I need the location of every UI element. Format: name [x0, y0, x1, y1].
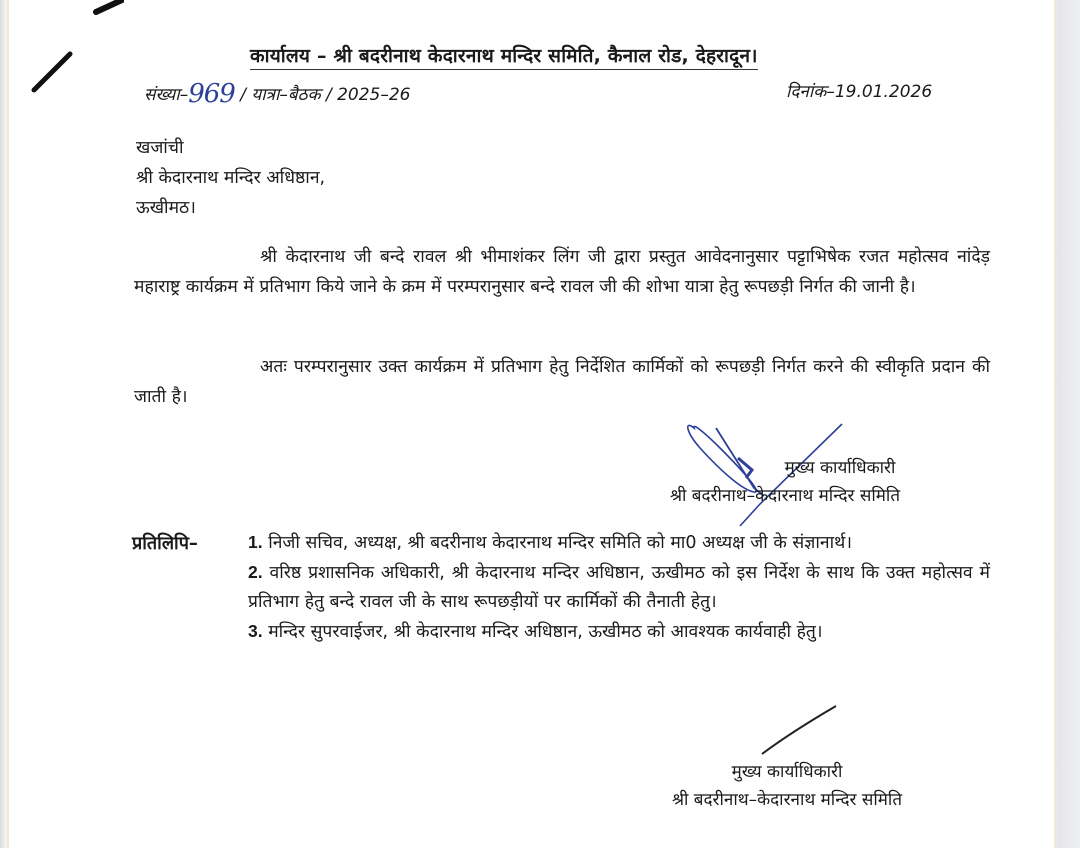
addressee-line-3: ऊखीमठ।: [136, 198, 196, 218]
copy-to-item: [248, 528, 990, 558]
copy-to-item: [248, 558, 990, 617]
addressee-line-2: श्री केदारनाथ मन्दिर अधिष्ठान,: [136, 168, 326, 188]
office-heading: कार्यालय – श्री बदरीनाथ केदारनाथ मन्दिर समिति, कैनाल रोड, देहरादून।: [250, 44, 758, 70]
body-paragraph-2: [134, 352, 990, 412]
copy-item-number: 3.: [248, 621, 263, 641]
addressee-line-1: खजांची: [136, 138, 184, 158]
body-paragraph-2-text: अतः परम्परानुसार उक्त कार्यक्रम में प्रतिभाग हेतु निर्देशित कार्मिकों को रूपछड़ी निर्गत करने की स्वीकृति प्रदान की जाती है।: [134, 357, 990, 407]
handwritten-number: 969: [188, 79, 235, 109]
reference-suffix: / यात्रा–बैठक / 2025–26: [234, 85, 411, 105]
body-paragraph-1: [134, 242, 990, 302]
copy-to-item: [248, 617, 990, 647]
photo-left-edge: [0, 0, 7, 848]
copy-item-text: वरिष्ठ प्रशासनिक अधिकारी, श्री केदारनाथ मन्दिर अधिष्ठान, ऊखीमठ को इस निर्देश के साथ कि उक्त महोत्सव में प्रतिभाग हेतु बन्दे रावल जी के साथ रूपछड़ीयों पर कार्मिकों की तैनाती हेतु।: [248, 563, 990, 612]
copy-item-text: मन्दिर सुपरवाईजर, श्री केदारनाथ मन्दिर अधिष्ठान, ऊखीमठ को आवश्यक कार्यवाही हेतु।: [268, 622, 823, 642]
photo-right-edge: [1054, 0, 1080, 848]
reference-prefix: संख्या–: [144, 85, 189, 105]
signature-stroke: [756, 700, 846, 760]
signatory-1-organization: श्री बदरीनाथ–केदारनाथ मन्दिर समिति: [669, 486, 901, 506]
document-date: दिनांक–19.01.2026: [786, 82, 933, 102]
copy-item-number: 2.: [248, 562, 263, 582]
body-paragraph-1-text: श्री केदारनाथ जी बन्दे रावल श्री भीमाशंकर लिंग जी द्वारा प्रस्तुत आवेदनानुसार पट्टाभिषेक रजत महोत्सव नांदेड़ महाराष्ट्र कार्यक्रम में प्रतिभाग किये जाने के क्रम में परम्परानुसार बन्दे रावल जी की शोभा यात्रा हेतु रूपछड़ी निर्गत की जानी है।: [134, 247, 990, 297]
copy-item-number: 1.: [248, 532, 263, 552]
copy-to-label: प्रतिलिपि–: [132, 533, 198, 554]
signatory-2-organization: श्री बदरीनाथ–केदारनाथ मन्दिर समिति: [671, 790, 903, 810]
reference-number: [144, 80, 411, 107]
pen-stroke-mark: [14, 0, 124, 100]
signature-block-2: [612, 758, 962, 814]
copy-to-list: [248, 528, 990, 647]
copy-item-text: निजी सचिव, अध्यक्ष, श्री बदरीनाथ केदारनाथ मन्दिर समिति को मा0 अध्यक्ष जी के संज्ञानार्थ।: [268, 533, 852, 553]
signatory-2-designation: मुख्य कार्याधिकारी: [731, 762, 843, 782]
signature-block-1: [620, 454, 950, 510]
signatory-1-designation: मुख्य कार्याधिकारी: [784, 458, 896, 478]
